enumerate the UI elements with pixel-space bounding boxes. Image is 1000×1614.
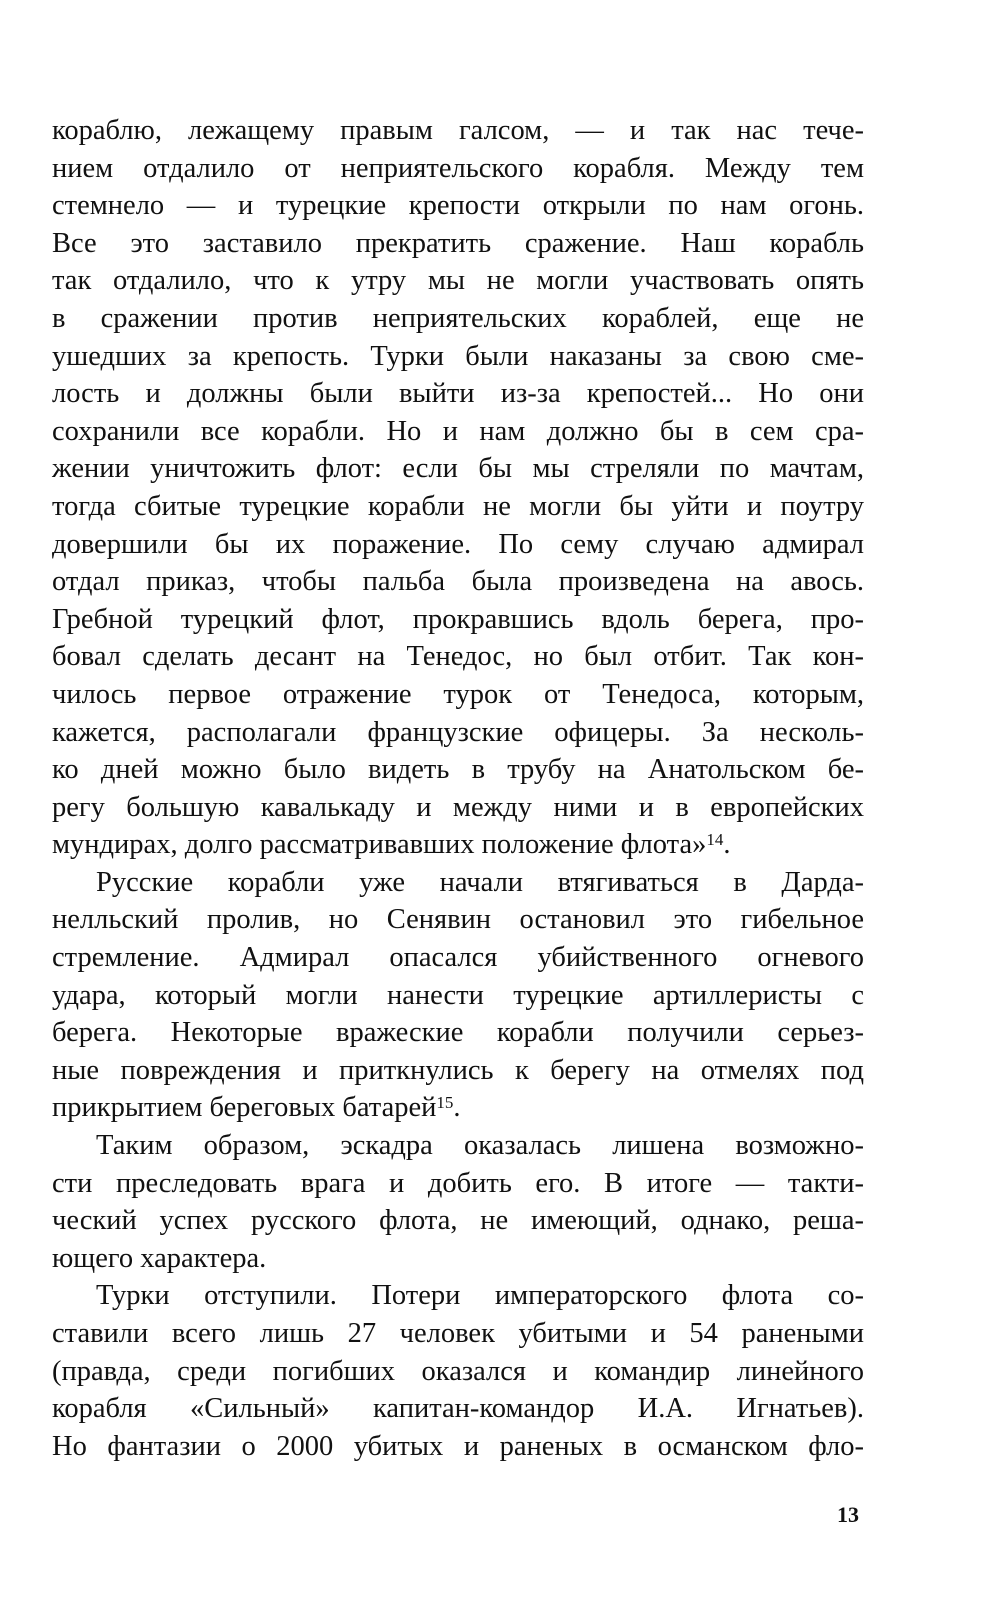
text-line: кажется, располагали французские офицеры. За несколь-	[52, 716, 864, 748]
text-line: нелльский пролив, но Сенявин остановил это гибельное	[52, 904, 864, 936]
text-line: бовал сделать десант на Тенедос, но был отбит. Так кон-	[52, 641, 864, 673]
sentence-end: .	[453, 1092, 461, 1124]
text-line: корабля «Сильный» капитан-командор И.А. Игнатьев).	[52, 1393, 864, 1425]
paragraph-1	[52, 112, 864, 864]
text-line: нием отдалило от неприятельского корабля. Между тем	[52, 152, 864, 184]
text-line: сохранили все корабли. Но и нам должно бы в сем сра-	[52, 415, 864, 447]
text-line: жении уничтожить флот: если бы мы стреляли по мачтам,	[52, 453, 864, 485]
text-line: ющего характера.	[52, 1242, 267, 1274]
text-line: отдал приказ, чтобы пальба была произведена на авось.	[52, 566, 864, 598]
paragraph-4	[52, 1277, 864, 1465]
page-number: 13	[837, 1502, 859, 1527]
text-line: ушедших за крепость. Турки были наказаны за свою сме-	[52, 340, 864, 372]
footnote-ref-14[interactable]: 14	[706, 829, 724, 849]
text-line: сти преследовать врага и добить его. В итоге — такти-	[52, 1167, 864, 1199]
text-line: стемнело — и турецкие крепости открыли по нам огонь.	[52, 190, 864, 222]
page-text	[52, 112, 864, 1465]
text-line-content: прикрытием береговых батарей	[52, 1092, 437, 1124]
text-line: Русские корабли уже начали втягиваться в Дарда-	[96, 866, 864, 898]
text-line: довершили бы их поражение. По сему случаю адмирал	[52, 528, 864, 560]
text-line: Таким образом, эскадра оказалась лишена возможно-	[96, 1130, 864, 1162]
text-line: регу большую кавалькаду и между ними и в европейских	[52, 791, 864, 823]
text-line: в сражении против неприятельских кораблей, еще не	[52, 302, 864, 334]
footnote-ref-15[interactable]: 15	[436, 1092, 454, 1112]
text-line: берега. Некоторые вражеские корабли получили серьез-	[52, 1017, 864, 1049]
sentence-end: .	[723, 829, 731, 861]
text-line	[52, 1089, 864, 1127]
text-line: чилось первое отражение турок от Тенедоса, которым,	[52, 678, 864, 710]
text-line: Турки отступили. Потери императорского флота со-	[96, 1280, 864, 1312]
paragraph-3	[52, 1127, 864, 1277]
text-line: лость и должны были выйти из-за крепостей... Но они	[52, 378, 864, 410]
text-line: тогда сбитые турецкие корабли не могли бы уйти и поутру	[52, 490, 864, 522]
text-line: ставили всего лишь 27 человек убитыми и 54 ранеными	[52, 1318, 864, 1349]
paragraph-2	[52, 864, 864, 1127]
text-line-content: мундирах, долго рассматривавших положение флота»	[52, 829, 707, 861]
text-line: стремление. Адмирал опасался убийственного огневого	[52, 942, 864, 974]
text-line: ческий успех русского флота, не имеющий, однако, реша-	[52, 1205, 864, 1237]
text-line	[52, 826, 864, 864]
text-line: удара, который могли нанести турецкие артиллеристы с	[52, 979, 864, 1011]
text-line: Но фантазии о 2000 убитых и раненых в османском фло-	[52, 1430, 864, 1462]
text-line: ные повреждения и приткнулись к берегу на отмелях под	[52, 1054, 864, 1086]
text-line: кораблю, лежащему правым галсом, — и так нас тече-	[52, 115, 864, 146]
text-line: так отдалило, что к утру мы не могли участвовать опять	[52, 265, 864, 297]
text-line: Гребной турецкий флот, прокравшись вдоль берега, про-	[52, 603, 864, 635]
text-line: Все это заставило прекратить сражение. Наш корабль	[52, 227, 864, 259]
text-line: (правда, среди погибших оказался и командир линейного	[52, 1355, 864, 1387]
text-line: ко дней можно было видеть в трубу на Анатольском бе-	[52, 754, 864, 786]
